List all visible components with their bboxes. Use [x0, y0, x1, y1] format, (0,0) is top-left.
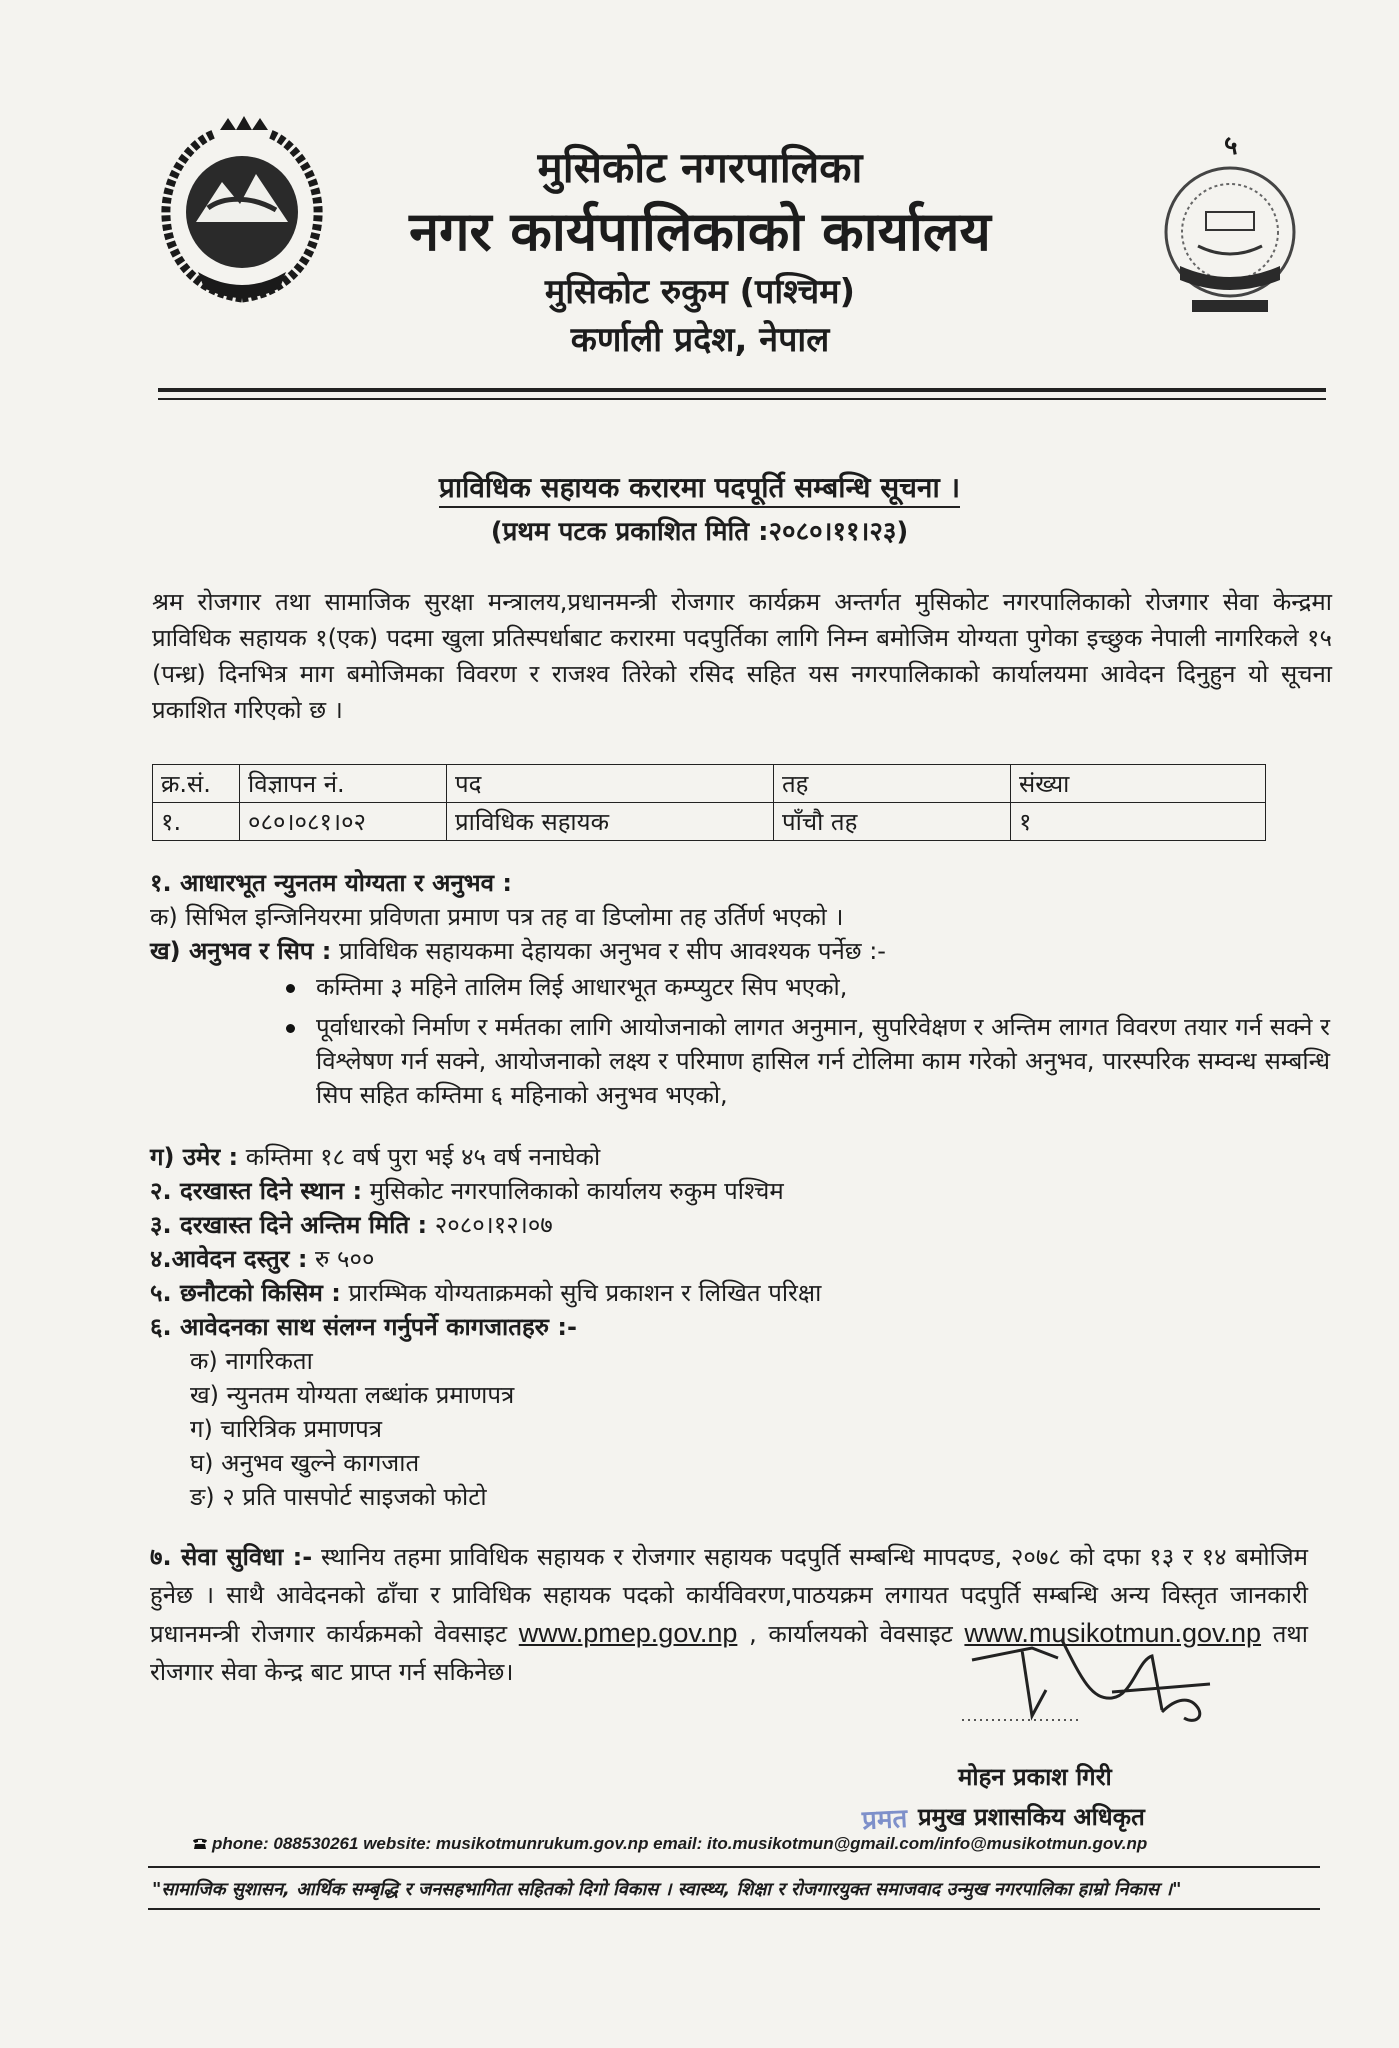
municipality-name: मुसिकोट नगरपालिका: [537, 143, 863, 192]
header-divider-thin: [158, 398, 1326, 400]
publication-date: (प्रथम पटक प्रकाशित मिति :२०८०।११।२३): [490, 517, 909, 547]
application-deadline: [150, 1208, 1330, 1242]
service-text-2: , कार्यालयको वेवसाइट: [737, 1620, 965, 1648]
age-label: ग) उमेर :: [150, 1143, 239, 1171]
service-text-3: तथा रोजगार सेवा केन्द्र बाट प्राप्त गर्न सकिनेछ।: [150, 1620, 1308, 1686]
cell-serial: १.: [153, 803, 240, 841]
footer-motto: "सामाजिक सुशासन, आर्थिक सम्बृद्धि र जनसहभागिता सहितको दिगो विकास । स्वास्थ्य, शिक्षा र रोजगारयुक्त समाजवाद उन्मुख नगरपालिका हाम्रो निकास ।": [148, 1866, 1320, 1910]
cell-count: १: [1011, 803, 1266, 841]
signatory-title: प्रमुख प्रशासकिय अधिकृत: [918, 1803, 1145, 1831]
qualification-heading: १. आधारभूत न्युनतम योग्यता र अनुभव :: [150, 869, 512, 897]
office-name: नगर कार्यपालिकाको कार्यालय: [409, 200, 991, 263]
deadline-text: २०८०।१२।०७: [427, 1211, 553, 1239]
documents-heading: ६. आवेदनका साथ संलग्न गर्नुपर्ने कागजातहरु :-: [150, 1313, 577, 1341]
table-row: [153, 803, 1266, 841]
application-place: [150, 1174, 1330, 1208]
qualification-b-text: प्राविधिक सहायकमा देहायका अनुभव र सीप आवश्यक पर्नेछ :-: [331, 937, 886, 965]
document-item: ख) न्युनतम योग्यता लब्धांक प्रमाणपत्र: [190, 1381, 515, 1409]
list-item: कम्तिमा ३ महिने तालिम लिई आधारभूत कम्प्युटर सिप भएको,: [150, 970, 1330, 1004]
office-location: मुसिकोट रुकुम (पश्चिम): [544, 272, 856, 312]
selection-label: ५. छनौटको किसिम :: [150, 1279, 341, 1307]
selection-text: प्रारम्भिक योग्यताक्रमको सुचि प्रकाशन र लिखित परिक्षा: [340, 1279, 822, 1307]
logo-mark-text: ५: [1224, 131, 1238, 161]
municipality-website-link[interactable]: www.musikotmun.gov.np: [964, 1618, 1262, 1648]
col-level: तह: [774, 765, 1011, 803]
service-text-1: स्थानिय तहमा प्राविधिक सहायक र रोजगार सहायक पदपुर्ति सम्बन्धि मापदण्ड, २०७८ को दफा १३ र १४ बमोजिम हुनेछ । साथै आवेदनको ढाँचा र प्राविधिक सहायक पदको कार्यविवरण,पाठयक्रम लगायत पदपुर्ति सम्बन्धि अन्य विस्तृत जानकारी प्रधानमन्त्री रोजगार कार्यक्रमको वेवसाइट: [150, 1543, 1308, 1648]
col-ad-number: विज्ञापन नं.: [240, 765, 447, 803]
bullet-icon: [286, 984, 295, 993]
cell-ad-number: ०८०।०८१।०२: [240, 803, 447, 841]
contact-text: phone: 088530261 website: musikotmunrukum.gov.np email: ito.musikotmun@gmail.com/info@musikotmun.gov.np: [212, 1834, 1148, 1853]
office-province: कर्णाली प्रदेश, नेपाल: [570, 320, 830, 360]
phone-icon: [192, 1837, 208, 1850]
requirements-section: [150, 866, 1330, 1514]
place-text: मुसिकोट नगरपालिकाको कार्यालय रुकुम पश्चिम: [362, 1177, 784, 1205]
contact-line: [192, 1834, 1312, 1854]
qualification-b-label: ख) अनुभव र सिप :: [150, 937, 332, 965]
deadline-label: ३. दरखास्त दिने अन्तिम मिति :: [150, 1211, 428, 1239]
fee-text: रु ५००: [307, 1245, 375, 1273]
document-item: घ) अनुभव खुल्ने कागजात: [190, 1449, 420, 1477]
signatory-name: मोहन प्रकाश गिरी: [958, 1763, 1112, 1791]
document-item: क) नागरिकता: [190, 1347, 313, 1375]
table-header-row: [153, 765, 1266, 803]
list-item: पूर्वाधारको निर्माण र मर्मतका लागि आयोजनाको लागत अनुमान, सुपरिवेक्षण र अन्तिम लागत विवरण तयार गर्न सक्ने र विश्लेषण गर्न सक्ने, आयोजनाको लक्ष्य र परिमाण हासिल गर्न टोलिमा काम गरेको अनुभव, पारस्परिक सम्वन्ध सम्बन्धि सिप सहित कम्तिमा ६ महिनाको अनुभव भएको,: [150, 1010, 1330, 1112]
qualification-b: [150, 934, 1330, 968]
stamp-mark: प्रमत: [861, 1803, 909, 1837]
age-requirement: [150, 1140, 1330, 1174]
fee-label: ४.आवेदन दस्तुर :: [150, 1245, 308, 1273]
pmep-website-link[interactable]: www.pmep.gov.np: [518, 1618, 738, 1648]
notice-title: प्राविधिक सहायक करारमा पदपूर्ति सम्बन्धि सूचना ।: [0, 468, 1399, 506]
document-item: ग) चारित्रिक प्रमाणपत्र: [190, 1415, 382, 1443]
intro-paragraph: श्रम रोजगार तथा सामाजिक सुरक्षा मन्त्रालय,प्रधानमन्त्री रोजगार कार्यक्रम अन्तर्गत मुसिकोट नगरपालिकाको रोजगार सेवा केन्द्रमा प्राविधिक सहायक १(एक) पदमा खुला प्रतिस्पर्धाबाट करारमा पदपुर्तिका लागि निम्न बमोजिम योग्यता पुगेका इच्छुक नेपाली नागरिकले १५ (पन्ध्र) दिनभित्र माग बमोजिमका विवरण र राजश्व तिरेको रसिद सहित यस नगरपालिकाको कार्यालयमा आवेदन दिनुहुन यो सूचना प्रकाशित गरिएको छ ।: [152, 588, 1332, 724]
application-fee: [150, 1242, 1330, 1276]
cell-level: पाँचौ तह: [774, 803, 1011, 841]
signature-icon: [962, 1620, 1222, 1730]
bullet-icon: [286, 1024, 295, 1033]
col-post: पद: [447, 765, 774, 803]
document-item: ङ) २ प्रति पासपोर्ट साइजको फोटो: [190, 1483, 487, 1511]
col-count: संख्या: [1011, 765, 1266, 803]
qualification-a: क) सिभिल इन्जिनियरमा प्रविणता प्रमाण पत्र तह वा डिप्लोमा तह उर्तिर्ण भएको ।: [150, 903, 844, 931]
skills-list: [150, 970, 1330, 1112]
place-label: २. दरखास्त दिने स्थान :: [150, 1177, 363, 1205]
header-divider: [158, 388, 1326, 392]
col-serial: क्र.सं.: [153, 765, 240, 803]
age-text: कम्तिमा १८ वर्ष पुरा भई ४५ वर्ष ननाघेको: [238, 1143, 601, 1171]
nepal-emblem-icon: [152, 112, 332, 312]
vacancy-table: [152, 764, 1266, 841]
service-label: ७. सेवा सुविधा :-: [150, 1543, 313, 1571]
cell-post: प्राविधिक सहायक: [447, 803, 774, 841]
municipality-logo-icon: [1140, 128, 1320, 318]
office-header: [330, 140, 1070, 364]
selection-method: [150, 1276, 1330, 1310]
